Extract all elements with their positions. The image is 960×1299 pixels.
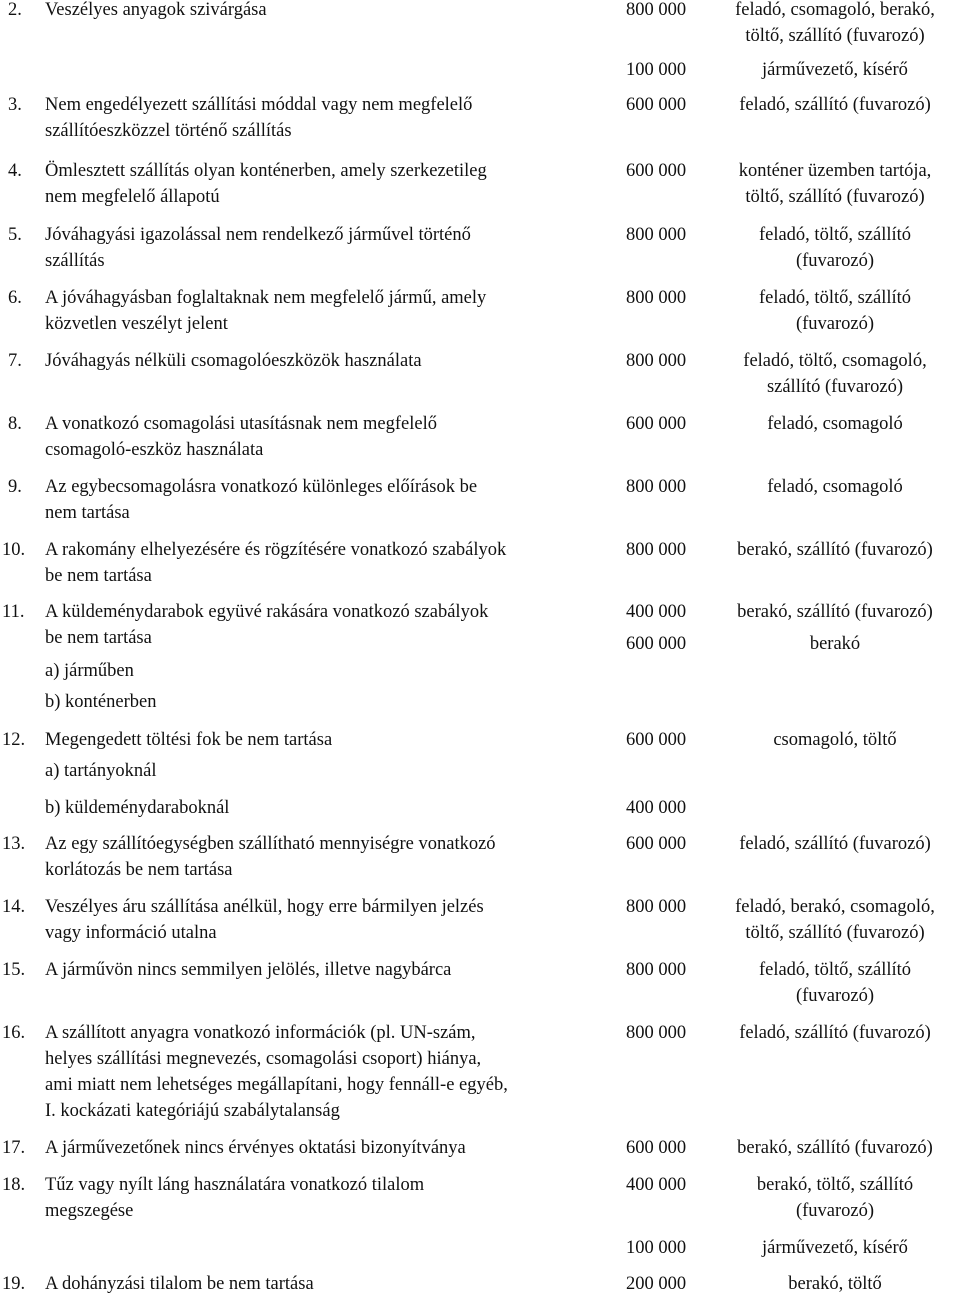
item-description-line: Jóváhagyás nélküli csomagolóeszközök használata — [45, 351, 422, 371]
fine-amount: 800 000 — [626, 1023, 687, 1043]
item-description-line: Az egy szállítóegységben szállítható mennyiségre vonatkozó — [45, 834, 496, 854]
fine-amount: 600 000 — [626, 730, 687, 750]
item-description-line: Megengedett töltési fok be nem tartása — [45, 730, 333, 750]
item-description-line: ami miatt nem lehetséges megállapítani, hogy fennáll-e egyéb, — [45, 1075, 508, 1095]
fine-amount: 800 000 — [626, 960, 687, 980]
item-description-line: A rakomány elhelyezésére és rögzítésére vonatkozó szabályok — [45, 540, 507, 560]
item-number: 10. — [2, 540, 26, 560]
item-description-line: Nem engedélyezett szállítási móddal vagy nem megfelelő — [45, 95, 473, 115]
item-description-line: A dohányzási tilalom be nem tartása — [45, 1274, 314, 1294]
responsible-party: feladó, töltő, szállító — [758, 960, 912, 980]
responsible-party: feladó, töltő, szállító — [758, 288, 912, 308]
responsible-party: csomagoló, töltő — [773, 730, 897, 750]
item-description-line: a) járműben — [45, 661, 134, 681]
fine-amount: 600 000 — [626, 634, 687, 654]
responsible-party: berakó, szállító (fuvarozó) — [737, 602, 933, 622]
item-number: 13. — [2, 834, 26, 854]
item-number: 5. — [8, 225, 22, 245]
fine-amount: 800 000 — [626, 540, 687, 560]
item-number: 4. — [8, 161, 22, 181]
item-number: 3. — [8, 95, 22, 115]
fine-amount: 800 000 — [626, 897, 687, 917]
item-description-line: helyes szállítási megnevezés, csomagolási csoport) hiánya, — [45, 1049, 482, 1069]
fine-amount: 600 000 — [626, 95, 687, 115]
item-description-line: nem tartása — [45, 503, 130, 523]
item-number: 16. — [2, 1023, 26, 1043]
responsible-party: konténer üzemben tartója, — [738, 161, 932, 181]
responsible-party: feladó, csomagoló — [767, 414, 903, 434]
responsible-party: feladó, szállító (fuvarozó) — [739, 95, 931, 115]
responsible-party: berakó, töltő, szállító — [756, 1175, 914, 1195]
item-number: 14. — [2, 897, 26, 917]
item-number: 8. — [8, 414, 22, 434]
item-description-line: a) tartányoknál — [45, 761, 157, 781]
responsible-party: töltő, szállító (fuvarozó) — [745, 187, 925, 207]
responsible-party: töltő, szállító (fuvarozó) — [745, 923, 925, 943]
item-number: 2. — [8, 0, 22, 20]
responsible-party: (fuvarozó) — [795, 251, 875, 271]
fine-amount: 800 000 — [626, 351, 687, 371]
item-description-line: A jóváhagyásban foglaltaknak nem megfelelő jármű, amely — [45, 288, 487, 308]
responsible-party: (fuvarozó) — [795, 986, 875, 1006]
responsible-party: berakó, szállító (fuvarozó) — [737, 1138, 933, 1158]
item-number: 9. — [8, 477, 22, 497]
responsible-party: (fuvarozó) — [795, 1201, 875, 1221]
item-number: 11. — [2, 602, 25, 622]
fine-amount: 400 000 — [626, 1175, 687, 1195]
item-number: 15. — [2, 960, 26, 980]
responsible-party: feladó, csomagoló, berakó, — [735, 0, 935, 20]
item-description-line: A küldeménydarabok együvé rakására vonatkozó szabályok — [45, 602, 489, 622]
responsible-party: járművezető, kísérő — [762, 1238, 908, 1258]
item-description-line: Ömlesztett szállítás olyan konténerben, amely szerkezetileg — [45, 161, 487, 181]
item-number: 17. — [2, 1138, 26, 1158]
responsible-party: berakó, szállító (fuvarozó) — [737, 540, 933, 560]
item-description-line: A vonatkozó csomagolási utasításnak nem megfelelő — [45, 414, 437, 434]
responsible-party: feladó, csomagoló — [767, 477, 903, 497]
item-description-line: megszegése — [45, 1201, 134, 1221]
item-number: 7. — [8, 351, 22, 371]
item-description-line: be nem tartása — [45, 628, 152, 648]
item-description-line: Veszélyes áru szállítása anélkül, hogy erre bármilyen jelzés — [45, 897, 484, 917]
item-description-line: csomagoló-eszköz használata — [45, 440, 264, 460]
item-description-line: A járművön nincs semmilyen jelölés, illetve nagybárca — [45, 960, 452, 980]
item-number: 12. — [2, 730, 26, 750]
item-description-line: szállítás — [45, 251, 105, 271]
fine-amount: 800 000 — [626, 477, 687, 497]
responsible-party: feladó, szállító (fuvarozó) — [739, 1023, 931, 1043]
fine-amount: 600 000 — [626, 1138, 687, 1158]
fine-amount: 400 000 — [626, 602, 687, 622]
item-number: 6. — [8, 288, 22, 308]
responsible-party: feladó, töltő, szállító — [758, 225, 912, 245]
item-description-line: szállítóeszközzel történő szállítás — [45, 121, 292, 141]
fine-amount: 400 000 — [626, 798, 687, 818]
item-description-line: A járművezetőnek nincs érvényes oktatási bizonyítványa — [45, 1138, 466, 1158]
responsible-party: berakó — [809, 634, 861, 654]
item-description-line: vagy információ utalna — [45, 923, 217, 943]
fine-amount: 100 000 — [626, 1238, 687, 1258]
item-description-line: b) küldeménydaraboknál — [45, 798, 230, 818]
fine-amount: 100 000 — [626, 60, 687, 80]
item-description-line: Veszélyes anyagok szivárgása — [45, 0, 267, 20]
item-description-line: nem megfelelő állapotú — [45, 187, 220, 207]
fine-amount: 800 000 — [626, 288, 687, 308]
item-description-line: A szállított anyagra vonatkozó információk (pl. UN-szám, — [45, 1023, 476, 1043]
responsible-party: (fuvarozó) — [795, 314, 875, 334]
item-description-line: közvetlen veszélyt jelent — [45, 314, 228, 334]
item-number: 18. — [2, 1175, 26, 1195]
responsible-party: járművezető, kísérő — [762, 60, 908, 80]
item-description-line: korlátozás be nem tartása — [45, 860, 233, 880]
fine-amount: 800 000 — [626, 0, 687, 20]
responsible-party: szállító (fuvarozó) — [766, 377, 904, 397]
item-description-line: Az egybecsomagolásra vonatkozó különleges előírások be — [45, 477, 478, 497]
responsible-party: feladó, berakó, csomagoló, — [735, 897, 935, 917]
responsible-party: feladó, töltő, csomagoló, — [743, 351, 927, 371]
responsible-party: feladó, szállító (fuvarozó) — [739, 834, 931, 854]
fine-amount: 600 000 — [626, 161, 687, 181]
item-description-line: Tűz vagy nyílt láng használatára vonatkozó tilalom — [45, 1175, 425, 1195]
fine-amount: 600 000 — [626, 414, 687, 434]
item-description-line: I. kockázati kategóriájú szabálytalanság — [45, 1101, 340, 1121]
item-description-line: b) konténerben — [45, 692, 157, 712]
fine-amount: 600 000 — [626, 834, 687, 854]
item-number: 19. — [2, 1274, 26, 1294]
responsible-party: töltő, szállító (fuvarozó) — [745, 26, 925, 46]
fine-amount: 200 000 — [626, 1274, 687, 1294]
fine-amount: 800 000 — [626, 225, 687, 245]
responsible-party: berakó, töltő — [788, 1274, 882, 1294]
item-description-line: Jóváhagyási igazolással nem rendelkező járművel történő — [45, 225, 471, 245]
item-description-line: be nem tartása — [45, 566, 152, 586]
